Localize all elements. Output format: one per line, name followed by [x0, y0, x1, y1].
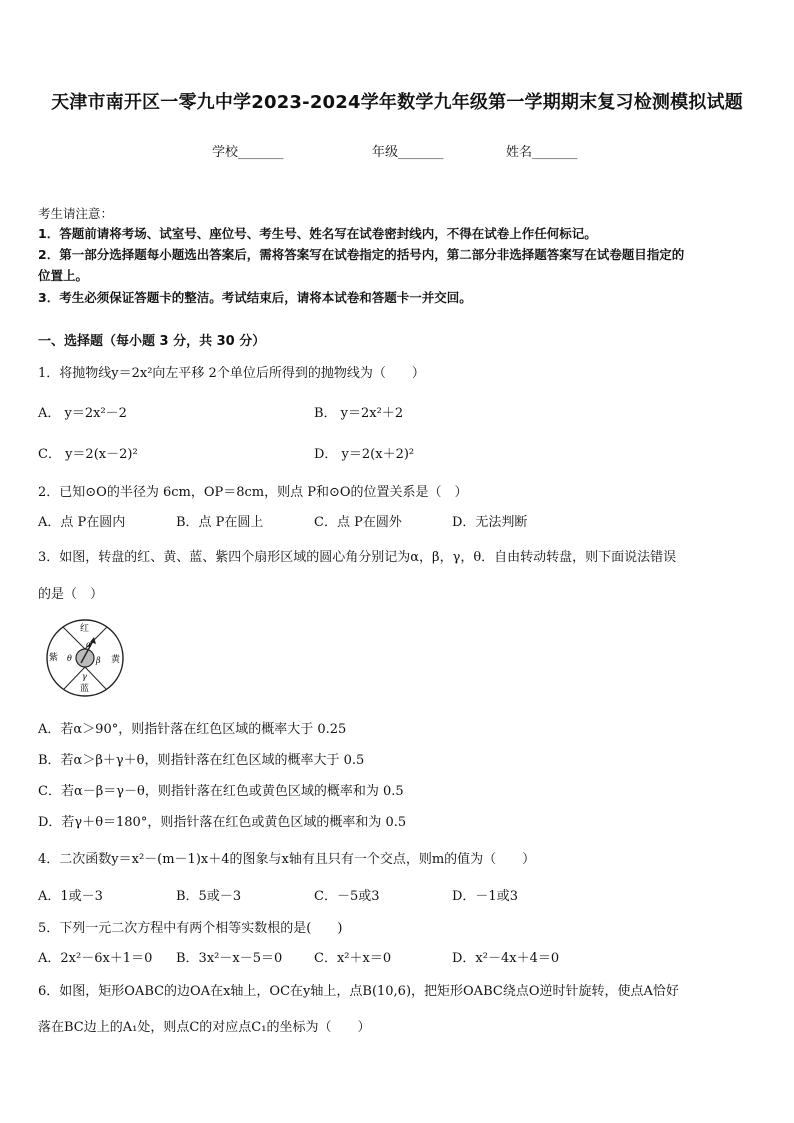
notice-item-2-cont: 位置上。: [38, 268, 89, 283]
question-2-option-c: C．点 P在圆外: [314, 515, 402, 530]
label-alpha: α: [86, 640, 92, 649]
question-2-option-a: A．点 P在圆内: [38, 515, 126, 530]
question-3-option-c: C．若α－β＝γ－θ，则指针落在红色或黄色区域的概率和为 0.5: [38, 784, 404, 799]
question-1-stem: 1．将抛物线y＝2x²向左平移 2个单位后所得到的抛物线为（ ）: [38, 366, 425, 381]
question-3-option-d: D．若γ＋θ＝180°，则指针落在红色或黄色区域的概率和为 0.5: [38, 815, 407, 830]
question-3-option-a: A．若α＞90°，则指针落在红色区域的概率大于 0.25: [38, 722, 347, 737]
question-6-stem-line2: 落在BC边上的A₁处，则点C的对应点C₁的坐标为（ ）: [38, 1020, 371, 1035]
question-5-option-b: B．3x²－x－5＝0: [176, 951, 283, 966]
question-4-stem: 4．二次函数y＝x²－(m－1)x＋4的图象与x轴有且只有一个交点，则m的值为（ ）: [38, 852, 536, 867]
question-6-stem-line1: 6．如图，矩形OABC的边OA在x轴上，OC在y轴上，点B(10,6)，把矩形OABC绕点O逆时针旋转，使点A恰好: [38, 984, 679, 999]
question-5-option-c: C．x²＋x＝0: [314, 951, 392, 966]
question-4-option-a: A．1或－3: [38, 889, 103, 904]
question-1-option-a: A． y＝2x²－2: [38, 406, 127, 421]
question-3-option-b: B．若α＞β＋γ＋θ，则指针落在红色区域的概率大于 0.5: [38, 753, 365, 768]
label-theta: θ: [67, 654, 72, 663]
label-gamma: γ: [82, 672, 87, 681]
label-yellow: 黄: [111, 655, 121, 665]
label-purple: 紫: [49, 653, 59, 663]
question-4-option-b: B．5或－3: [176, 889, 242, 904]
question-1-option-d: D． y＝2(x＋2)²: [314, 447, 415, 462]
notice-heading: 考生请注意：: [38, 206, 114, 221]
question-5-option-d: D．x²－4x＋4＝0: [452, 951, 560, 966]
exam-title: 天津市南开区一零九中学2023-2024学年数学九年级第一学期期末复习检测模拟试题: [51, 92, 743, 113]
question-2-option-d: D．无法判断: [452, 515, 528, 530]
label-beta: β: [96, 656, 101, 665]
question-1-option-c: C． y＝2(x－2)²: [38, 447, 138, 462]
spinner-figure: [44, 617, 126, 699]
notice-item-3: 3．考生必须保证答题卡的整洁。考试结束后，请将本试卷和答题卡一并交回。: [38, 290, 472, 305]
question-3-stem-line2: 的是（ ）: [38, 587, 104, 602]
question-5-stem: 5．下列一元二次方程中有两个相等实数根的是( ): [38, 921, 343, 936]
question-1-option-b: B． y＝2x²＋2: [314, 406, 404, 421]
question-4-option-c: C．－5或3: [314, 889, 380, 904]
school-field: 学校_______: [212, 145, 284, 160]
question-4-option-d: D．－1或3: [452, 889, 518, 904]
grade-field: 年级_______: [372, 145, 444, 160]
name-field: 姓名_______: [506, 145, 578, 160]
section-heading: 一、选择题（每小题 3 分，共 30 分）: [38, 334, 266, 349]
question-5-option-a: A．2x²－6x＋1＝0: [38, 951, 153, 966]
label-blue: 蓝: [80, 684, 90, 694]
label-red: 红: [80, 624, 90, 634]
question-3-stem-line1: 3．如图，转盘的红、黄、蓝、紫四个扇形区域的圆心角分别记为α，β，γ，θ．自由转动转盘，则下面说法错误: [38, 550, 677, 565]
notice-item-2: 2．第一部分选择题每小题选出答案后，需将答案写在试卷指定的括号内，第二部分非选择题答案写在试卷题目指定的: [38, 247, 685, 262]
notice-item-1: 1．答题前请将考场、试室号、座位号、考生号、姓名写在试卷密封线内，不得在试卷上作任何标记。: [38, 226, 597, 241]
spinner-hub: [76, 649, 94, 667]
question-2-option-b: B．点 P在圆上: [176, 515, 264, 530]
question-2-stem: 2．已知⊙O的半径为 6cm，OP＝8cm，则点 P和⊙O的位置关系是（ ）: [38, 485, 468, 500]
